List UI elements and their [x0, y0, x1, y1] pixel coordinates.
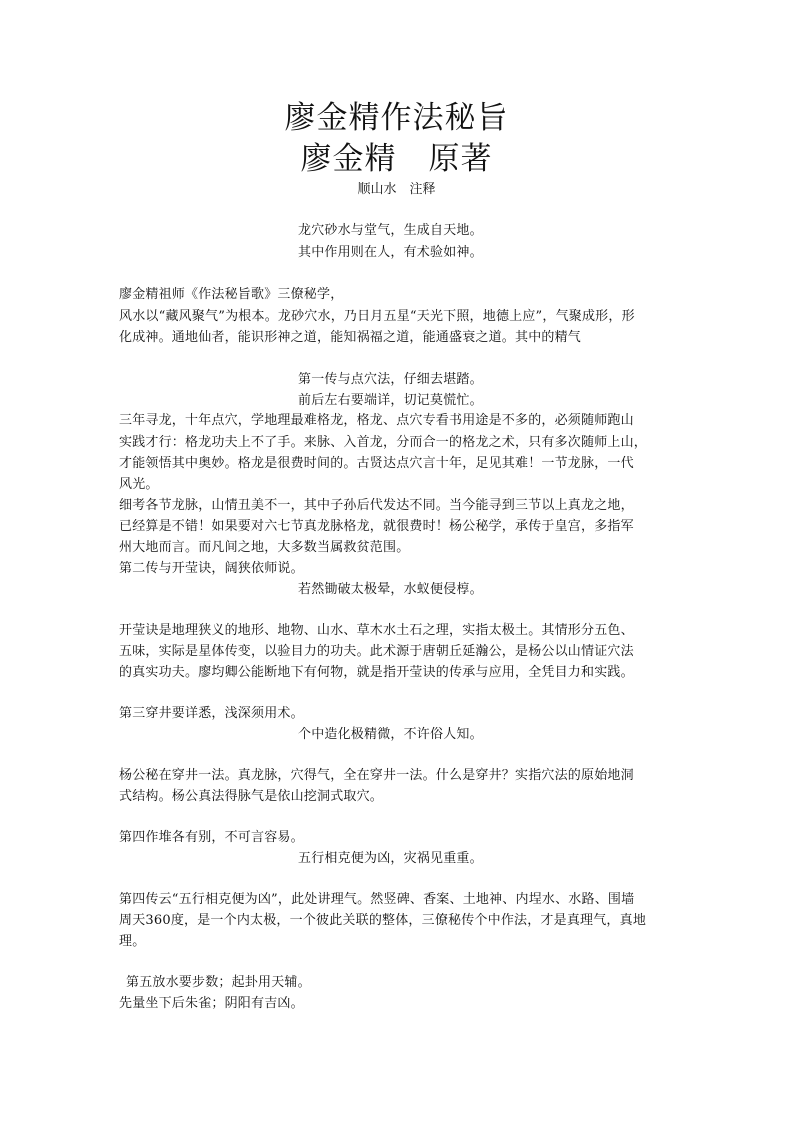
document-title: 廖金精作法秘旨 [284, 100, 509, 136]
paragraph-line: 三年寻龙，十年点穴，学地理最难格龙，格龙、点穴专看书用途是不多的，必须随师跑山 [119, 413, 634, 428]
paragraph-line: 已经算是不错！如果要对六七节真龙脉格龙，就很费时！杨公秘学，承传于皇宫，多指军 [119, 519, 634, 534]
paragraph-line: 化成神。通地仙者，能识形神之道，能知祸福之道，能通盛衰之道。其中的精气 [119, 330, 582, 345]
paragraph-line: 风水以“藏风聚气”为根本。龙砂穴水，乃日月五星“天光下照，地德上应”，气聚成形，形 [119, 309, 635, 324]
paragraph-line: 五味，实际是星体传变，以验目力的功夫。此术源于唐朝丘延瀚公，是杨公以山情证穴法 [119, 644, 634, 659]
paragraph-line: 的真实功夫。廖均卿公能断地下有何物，就是指开莹诀的传承与应用，全凭目力和实践。 [119, 665, 634, 680]
verse-line: 第一传与点穴法，仔细去堪踏。 [298, 372, 483, 387]
paragraph-line: 实践才行：格龙功夫上不了手。来脉、入首龙，分而合一的格龙之术，只有多次随师上山， [119, 435, 648, 450]
verse-line: 个中造化极精微，不许俗人知。 [298, 727, 483, 742]
paragraph-line: 周天360度，是一个内太极，一个彼此关联的整体，三僚秘传个中作法，才是真理气，真地 [119, 913, 647, 928]
verse-line: 若然锄破太极晕，水蚁便侵椁。 [298, 582, 483, 597]
paragraph-line: 细考各节龙脉，山情丑美不一，其中子孙后代发达不同。当今能寻到三节以上真龙之地， [119, 498, 634, 513]
document-subtitle: 廖金精 原著 [300, 141, 493, 177]
paragraph-line: 第三穿井要详悉，浅深须用术。 [119, 706, 304, 721]
paragraph-line: 风光。 [119, 477, 159, 492]
paragraph-line: 开莹诀是地理狭义的地形、地物、山水、草木水土石之理，实指太极土。其情形分五色、 [119, 623, 634, 638]
paragraph-line: 第二传与开莹诀，阔狭依师说。 [119, 561, 304, 576]
paragraph-line: 第五放水要步数；起卦用天辅。 [126, 975, 311, 990]
document-byline: 顺山水 注释 [357, 182, 436, 197]
paragraph-line: 理。 [119, 934, 146, 949]
verse-line: 前后左右要端详，切记莫慌忙。 [298, 393, 483, 408]
paragraph-line: 杨公秘在穿井一法。真龙脉，穴得气，全在穿井一法。什么是穿井？实指穴法的原始地洞 [119, 768, 634, 783]
paragraph-line: 第四作堆各有别，不可言容易。 [119, 830, 304, 845]
verse-line: 其中作用则在人，有术验如神。 [298, 245, 483, 260]
paragraph-line: 第四传云“五行相克便为凶”，此处讲理气。然竖碑、香案、土地神、内埕水、水路、围墙 [119, 892, 635, 907]
paragraph-line: 州大地而言。而凡间之地，大多数当属救贫范围。 [119, 540, 410, 555]
paragraph-line: 先量坐下后朱雀；阴阳有吉凶。 [119, 996, 304, 1011]
verse-line: 龙穴砂水与堂气，生成自天地。 [298, 223, 483, 238]
paragraph-line: 才能领悟其中奥妙。格龙是很费时间的。古贤达点穴言十年，足见其难！一节龙脉，一代 [119, 456, 634, 471]
paragraph-line: 式结构。杨公真法得脉气是依山挖洞式取穴。 [119, 789, 384, 804]
paragraph-line: 廖金精祖师《作法秘旨歌》三僚秘学， [119, 287, 344, 302]
verse-line: 五行相克便为凶，灾祸见重重。 [298, 851, 483, 866]
